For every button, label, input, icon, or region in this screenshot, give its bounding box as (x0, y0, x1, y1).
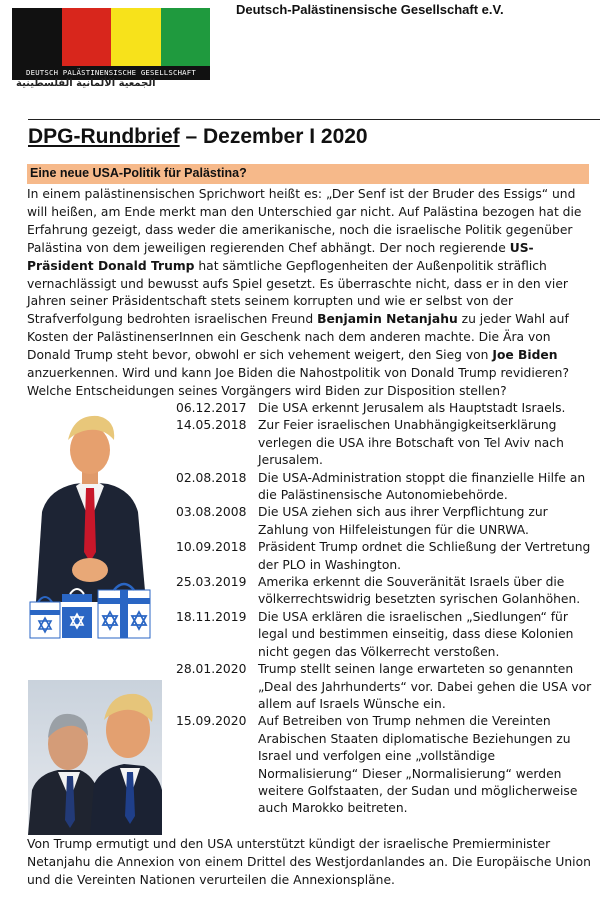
timeline-date: 10.09.2018 (176, 540, 247, 555)
timeline-date: 25.03.2019 (176, 575, 247, 590)
section-title: Eine neue USA-Politik für Palästina? (30, 166, 247, 180)
timeline-text: Amerika erkennt die Souveränität Israels über die völkerrechtswidrig besetzten syrischen Golanhöhen. (258, 575, 581, 607)
timeline-text: Präsident Trump ordnet die Schließung der Vertretung der PLO in Washington. (258, 540, 591, 572)
gift-box-middle (62, 589, 92, 638)
timeline-item (176, 713, 596, 817)
newsletter-title (28, 125, 368, 149)
palestine-flag-stripes (12, 8, 210, 66)
intro-text-4: anzuerkennen. Wird und kann Joe Biden die Nahostpolitik von Donald Trump revidieren? Welche Entscheidungen seines Vorgängers wird Biden zur Disposition stellen? (27, 366, 569, 398)
timeline-item (176, 609, 596, 661)
flag-stripe-black (12, 8, 62, 66)
logo-band-text: DEUTSCH PALÄSTINENSISCHE GESELLSCHAFT (12, 66, 210, 80)
timeline-text: Die USA ziehen sich aus ihrer Verpflichtung zur Zahlung von Hilfeleistungen für die UNRWA. (258, 505, 548, 537)
flag-stripe-red (62, 8, 112, 66)
timeline-item (176, 539, 596, 574)
flag-stripe-yellow (111, 8, 161, 66)
timeline-date: 28.01.2020 (176, 662, 247, 677)
timeline-item (176, 661, 596, 713)
trump-with-gift-boxes-photo (28, 402, 153, 642)
gift-box-right (98, 584, 150, 638)
organization-name: Deutsch-Palästinensische Gesellschaft e.V. (236, 2, 504, 17)
timeline-item (176, 574, 596, 609)
header-divider (28, 119, 600, 120)
timeline-date: 18.11.2019 (176, 609, 247, 624)
timeline-date: 06.12.2017 (176, 401, 247, 415)
timeline-text: Trump stellt seinen lange erwarteten so genannten „Deal des Jahrhunderts“ vor. Dabei gehen die USA vor allem auf Israels Wünsche ein. (258, 662, 592, 711)
intro-text-3: zu jeder Wahl auf Kosten der PalästinenserInnen ein Geschenk nach dem anderen machte. Die Ära von Donald Trump steht bevor, obwohl er sich vehement weigert, den Sieg von (27, 312, 569, 363)
logo-arabic-text: الجمعية الألمانية الفلسطينية (16, 78, 156, 89)
timeline-date: 03.08.2008 (176, 505, 247, 520)
timeline-text: Die USA erklären die israelischen „Siedlungen“ für legal und bestimmen einseitig, dass diese Kolonien nicht gegen das Völkerrecht verstoßen. (258, 609, 574, 659)
timeline-date: 02.08.2018 (176, 470, 247, 485)
closing-paragraph: Von Trump ermutigt und den USA unterstützt kündigt der israelische Premierminister Netanjahu die Annexion von einem Drittel des Westjordanlandes an. Die Europäische Union und die Vereinten Nationen verurteilen die Annexionspläne. (27, 837, 591, 887)
intro-bold-biden: Joe Biden (492, 348, 558, 363)
flag-stripe-green (161, 8, 211, 66)
timeline-date: 15.09.2020 (176, 714, 247, 729)
timeline-date: 14.05.2018 (176, 418, 247, 433)
netanjahu-and-trump-photo (28, 680, 162, 835)
timeline-text: Zur Feier israelischen Unabhängigkeitserklärung verlegen die USA ihre Botschaft von Tel Aviv nach Jerusalem. (258, 418, 564, 468)
timeline-item (176, 417, 596, 469)
timeline-text: Die USA erkennt Jerusalem als Hauptstadt Israels. (258, 401, 566, 415)
intro-text-1: In einem palästinensischen Sprichwort heißt es: „Der Senf ist der Bruder des Essigs“ und will heißen, am Ende merkt man den Unterschied gar nicht. Auf Palästina bezogen hat die Erfahrung gezeigt, dass weder die amerikanische, noch die israelische Politik gegenüber Palästina von dem jeweiligen regierenden Chef abhängt. Der noch regierende (27, 187, 582, 255)
timeline-item (176, 400, 596, 417)
timeline-item (176, 470, 596, 505)
intro-text-2: hat sämtliche Gepflogenheiten der Außenpolitik sträflich vernachlässigt und bewusst aufs Spiel gesetzt. Es überraschte nicht, dass er in den vier Jahren seiner Präsidentschaft stets seinem korrupten und wie er selbst von der Strafverfolgung bedrohten israelischen Freund (27, 258, 568, 327)
timeline-item (176, 504, 596, 539)
timeline-list (176, 400, 596, 818)
newsletter-title-name: DPG-Rundbrief (28, 125, 180, 148)
timeline-text: Die USA-Administration stoppt die finanzielle Hilfe an die Palästinensische Autonomiebehörde. (258, 470, 586, 503)
dpg-logo (12, 8, 210, 76)
gift-box-left (30, 597, 60, 638)
timeline-text: Auf Betreiben von Trump nehmen die Vereinten Arabischen Staaten diplomatische Beziehungen zu Israel und verfolgen eine „vollständige Normalisierung“ Dieser „Normalisierung“ werden weitere Golfstaaten, der Sudan und möglicherweise auch Marokko beitreten. (258, 714, 578, 816)
intro-bold-netanjahu: Benjamin Netanjahu (317, 312, 458, 327)
newsletter-title-date: – Dezember I 2020 (179, 125, 368, 148)
intro-paragraph (27, 186, 591, 401)
section-heading-bar (27, 164, 589, 184)
intro-bold-trump: US-Präsident Donald Trump (27, 240, 534, 273)
